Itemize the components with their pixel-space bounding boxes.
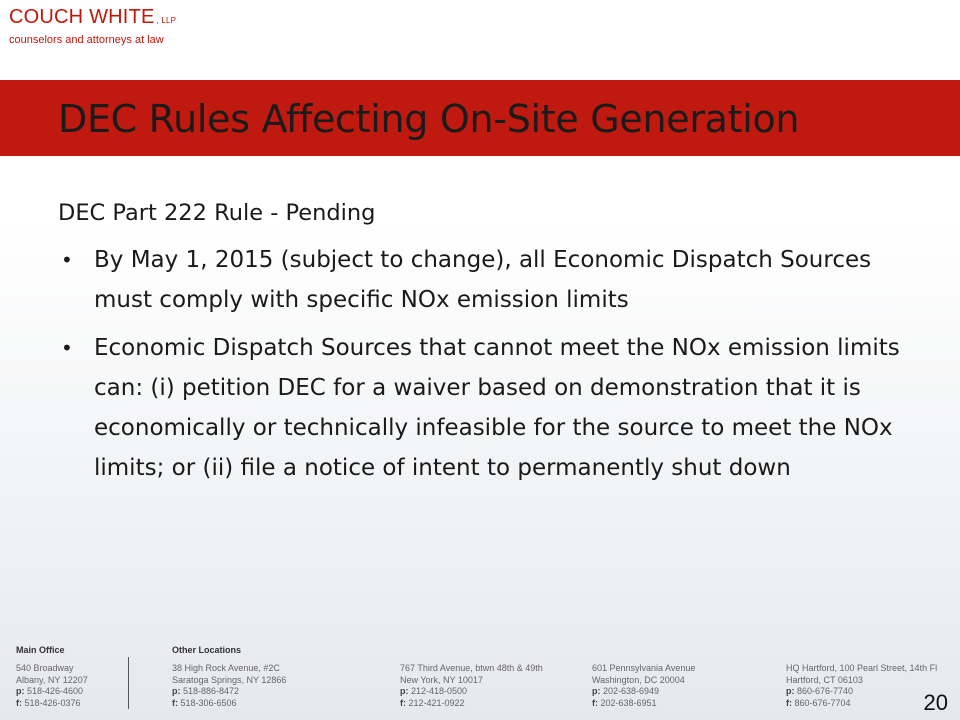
page-number: 20 (923, 690, 948, 715)
logo-suffix: , LLP (156, 16, 177, 25)
bullet-icon: • (61, 248, 73, 272)
slide-title: DEC Rules Affecting On-Site Generation (58, 97, 800, 141)
firm-logo (9, 6, 176, 46)
bullet-list (58, 240, 918, 488)
footer-divider (128, 657, 129, 709)
office-address: HQ Hartford, 100 Pearl Street, 14th Fl Hartford, CT 06103 p: 860-676-7740 f: 860-676-7704 (786, 663, 938, 708)
bullet-text: By May 1, 2015 (subject to change), all Economic Dispatch Sources must comply with specific NOx emission limits (94, 247, 872, 313)
bullet-text: Economic Dispatch Sources that cannot meet the NOx emission limits can: (i) petition DEC for a waiver based on demonstration that it is economically or technically infeasible for the source to meet the NOx limits; or (ii) file a notice of intent to permanently shut down (94, 335, 900, 481)
office-address: 601 Pennsylvania Avenue Washington, DC 20004 p: 202-638-6949 f: 202-638-6951 (592, 663, 696, 708)
bullet-item (58, 240, 918, 320)
main-office-label: Main Office (16, 645, 65, 655)
other-locations-label: Other Locations (172, 645, 242, 655)
footer (16, 645, 956, 720)
logo-tagline: counselors and attorneys at law (9, 34, 164, 46)
slide-subheading: DEC Part 222 Rule - Pending (58, 200, 376, 226)
office-address: 767 Third Avenue, btwn 48th & 49th New York, NY 10017 p: 212-418-0500 f: 212-421-0922 (400, 663, 543, 708)
slide-content (58, 196, 918, 496)
office-address: 38 High Rock Avenue, #2C Saratoga Springs, NY 12866 p: 518-886-8472 f: 518-306-6506 (172, 663, 287, 708)
bullet-icon: • (61, 336, 73, 360)
office-address: 540 Broadway Albany, NY 12207 p: 518-426-4600 f: 518-426-0376 (16, 663, 88, 708)
logo-name: COUCH WHITE (9, 6, 155, 28)
bullet-item (58, 328, 918, 488)
